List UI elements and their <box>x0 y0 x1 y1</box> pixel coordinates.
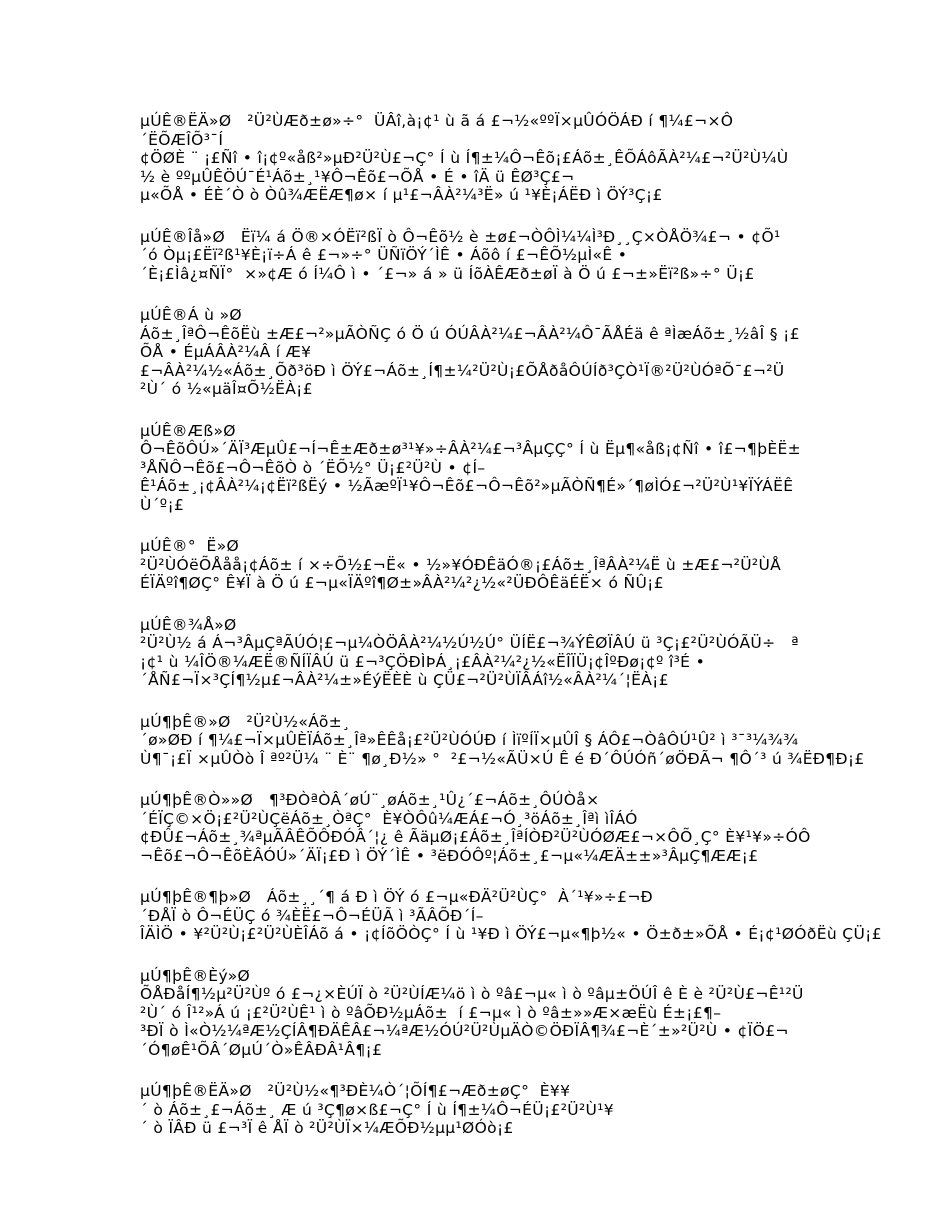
text-line: µÚ¶þÊ®¶þ»Ø Áõ±¸¸´¶ á Ð ì ÖÝ ó £¬µ«ÐÄ²Ü²ÙÇ° À´¹¥»÷£¬Ð <box>140 888 654 906</box>
text-line: ´ó Òµ¡£Ëï²ß¹¥È¡ï÷Á ê £¬»÷° ÜÑïÖÝ´ÌÊ • Áõô í £¬ÊÕ½µÌ«Ê • <box>140 246 628 264</box>
text-line: ´ÐÅÏ ò Ô¬ÉÜÇ ó ¾ÈË£¬Ô¬ÉÜÃ ì ³ÃÂÕÐ´Í– <box>140 906 484 925</box>
text-line: µÚ¶þÊ®»Ø ²Ü²Ù½«Áõ±¸ <box>140 712 351 731</box>
text-line: µÚÊ®Îå»Ø Ëï¼ á Ö®×ÓËï²ßÏ ò Ô¬Êõ½ è ±ø£¬ÒÔÌ¼¼Ì³Ð¸¸Ç×ÒÅÖ¾£¬ • ¢Õ¹ <box>140 227 781 246</box>
text-line: ¬Êõ£¬Ô¬ÊõÈÂÓÚ»´ÄÏ¡£Ð ì ÖÝ´ÌÊ • ³ëÐÓÔº¦Áõ±¸£¬µ«¼ÆÄ±±»³ÂµÇ¶ÆÆ¡£ <box>140 846 759 865</box>
paragraph <box>140 422 820 515</box>
text-line: µÚÊ®Æß»Ø <box>140 421 236 440</box>
text-line: ´ËÕÆÎÕ³¯Í <box>140 130 224 149</box>
paragraph <box>140 306 820 399</box>
text-line: ´Ó¶øÊ¹ÕÂ´ØµÚ´Ò»ÊÂÐÂ¹Â¶¡£ <box>140 1040 383 1059</box>
text-line: ¡¢¹ ù ¼ÎÖ®¼ÆË®ÑÍÏÂÚ ü £¬³ÇÖÐÌÞÁ¸¡£ÂÀ²¼²¿½«ËÎÏÜ¡¢ÎºÐø¡¢º î³É • <box>140 652 706 671</box>
text-line: µÚÊ®° Ë»Ø <box>140 537 240 555</box>
text-line: µÚ¶þÊ®Èý»Ø <box>140 966 251 985</box>
text-line: µÚÊ®¾Å»Ø <box>140 615 237 634</box>
paragraph <box>140 112 820 205</box>
text-line: £¬ÂÀ²¼½«Áõ±¸Õð³öÐ ì ÖÝ£¬Áõ±¸Í¶±¼²Ü²Ù¡£ÕÅðåÔÚÍð³ÇÒ¹Ï®²Ü²ÙÓªÕ¯£¬²Ü <box>140 361 785 380</box>
text-line: µÚ¶þÊ®Ò»»Ø ¶³ÐÒªÒÂ´øÚ¨¸øÁõ±¸¹Û¿´£¬Áõ±¸ÔÚÒå× <box>140 791 600 809</box>
text-line: ²Ù´ ó ½«µäÎ¤Õ½ËÀ¡£ <box>140 380 313 398</box>
text-line: µÚÊ®ËÄ»Ø ²Ü²ÙÆð±ø»÷° ÜÂî,à¡¢¹ ù ã á £¬½«ººÏ×µÛÓÖÁÐ í ¶¼£¬×Ô <box>140 112 734 130</box>
text-line: ´ ò Áõ±¸£¬Áõ±¸ Æ ú ³Ç¶ø×ß£¬Ç° Í ù Í¶±¼Ô¬ÉÜ¡£²Ü²Ù¹¥ <box>140 1100 615 1119</box>
text-line: µÚÊ®Á ù »Ø <box>140 306 242 324</box>
text-line: Ê¹Áõ±¸¡¢ÂÀ²¼¡¢Ëï²ßËý • ½ÃæºÏ¹¥Ô¬Êõ£¬Ô¬Êõ²»µÃÒÑ¶É»´¶øÌÓ£¬²Ü²Ù¹¥ÏÝÁËÊ <box>140 477 794 495</box>
text-line: ½ è ººµÛÊÖÚ¯É¹Áõ±¸¹¥Ô¬Êõ£¬ÕÅ • É • îÄ ü ÊØ³Ç£¬ <box>140 167 575 186</box>
text-line: ²Ü²Ù½ á Á¬³ÂµÇªÃÚÓ¦£¬µ¼ÒÖÂÀ²¼½Ú½Ú° ÜÍË£¬¾ÝÊØÏÂÚ ü ³Ç¡£²Ü²ÙÓÃÜ÷ ª <box>140 634 799 652</box>
paragraph <box>140 1082 820 1138</box>
text-line: ÎÄÌÖ • ¥²Ü²Ù¡£²Ü²ÙÈÎÁõ á • ¡¢ÍõÖÒÇ° Í ù ¹¥Ð ì ÖÝ£¬µ«¶þ½« • Ö±ð±»ÕÅ • É¡¢¹ØÓðËù ÇÜ¡£ <box>140 925 882 943</box>
text-line: ³ÅÑÔ¬Êõ£¬Ô¬ÊõÒ ò ´ËÕ½° Ü¡£²Ü²Ù • ¢Í– <box>140 458 486 477</box>
text-line: ÕÅÐåÍ¶½µ²Ü²Ùº ó £¬¿×ÈÚÏ ò ²Ü²ÙÍÆ¼ö ì ò ºâ£¬µ« ì ò ºâµ±ÖÚÎ ê È è ²Ü²Ù£¬Ê¹²Ü <box>140 985 804 1003</box>
text-line: ´È¡£Ìâ¿¤ÑÏ° ×»¢Æ ó Í¼Ô ì • ´£¬» á » ü ÍõÀÊÆð±øÏ à Ö ú £¬±»Ëï²ß»÷° Ü¡£ <box>140 264 755 283</box>
paragraph <box>140 228 820 284</box>
text-line: ÉÏÄºî¶ØÇ° Ê¥Ï à Ö ú £¬µ«ÏÄºî¶Ø±»ÂÀ²¼²¿½«²ÜÐÔÊäÉË× ó ÑÛ¡£ <box>140 574 664 592</box>
text-line: ÕÅ • ÉµÁÂÀ²¼Â í Æ¥ <box>140 343 312 361</box>
paragraph <box>140 888 882 944</box>
text-line: ¢ÖØÈ ¨ ¡£Ñî • î¡¢º«åß²»µÐ²Ü²Ù£¬Ç° Í ù Í¶±¼Ô¬Êõ¡£Áõ±¸ÊÕÁôÃÀ²¼£¬²Ü²Ù¼Ù <box>140 149 789 167</box>
text-line: Ù¶¯¡£Ï ×µÛÒò Î ªº²Ü¼ ¨ È¨ ¶ø¸Ð½» ° ²£¬½«ÃÜ×Ú Ê é Ð´ÔÚÓñ´øÖÐÃ¬ ¶Ô´³ ú ¾ËÐ¶Ð¡£ <box>140 749 865 768</box>
text-line: ´ø»ØÐ í ¶¼£¬Ï×µÛÈÏÁõ±¸Îª»ÊÊå¡£²Ü²ÙÓÚÐ í ÌïºÍÏ×µÛÎ § ÁÔ£¬ÒâÔÚ¹Û² ì ³¯³¼¾¾ <box>140 731 799 749</box>
text-line: ²Ù´ ó Î¹²»Á ú ¡£²Ü²ÙÊ¹ ì ò ºâÕÐ½µÁõ± í £¬µ« ì ò ºâ±»»Æ×æËù É±¡£¶– <box>140 1003 722 1022</box>
text-line: ³ÐÏ ò Ì«Ò½¼ªÆ½ÇÍÂ¶ÐÄÊÂ£¬¼ªÆ½ÓÚ²Ü²ÙµÄÒ©ÖÐÏÂ¶¾£¬È´±»²Ü²Ù • ¢ÏÖ£¬ <box>140 1022 789 1040</box>
text-line: Áõ±¸ÎªÔ¬ÊõËù ±Æ£¬²»µÃÒÑÇ ó Ö ú ÓÚÂÀ²¼£¬ÂÀ²¼Ô¯ÃÅÉä ê ªÌæÁõ±¸½âÎ § ¡£ <box>140 324 800 343</box>
text-line: ¢ÐÛ£¬Áõ±¸¾ªµÃÂÊÕÔÐÓÂ´¦¿ ê ÃäµØ¡£Áõ±¸ÎªÍÒÐ²Ü²ÙÓØÆ£¬×ÔÕ¸Ç° È¥¹¥»÷ÓÔ <box>140 828 811 846</box>
paragraph <box>140 712 865 769</box>
paragraph <box>140 537 820 593</box>
paragraph <box>140 967 820 1060</box>
text-line: ´ ò ÏÂÐ ü £¬³Ï ê ÅÏ ò ²Ü²ÙÏ×¼ÆÕÐ½µµ¹ØÓò¡£ <box>140 1119 514 1137</box>
paragraph <box>140 616 820 690</box>
paragraph <box>140 791 820 865</box>
document-page <box>140 112 882 1161</box>
text-line: ´ÉÏÇ©×Ö¡£²Ü²ÙÇëÁõ±¸ÒªÇ° È¥ÒÔû¼ÆÁ£¬Ó¸³öÁõ±¸Îªì ìÎÁÓ <box>140 809 638 828</box>
text-line: Ô¬ÊõÔÚ»´ÄÏ³ÆµÛ£¬Í¬Ê±Æð±ø³¹¥»÷ÂÀ²¼£¬³ÂµÇÇ° Í ù Ëµ¶«åß¡¢Ñî • î£¬¶þÈË± <box>140 440 802 458</box>
text-line: ´ÅÑ£¬Ï×³ÇÍ¶½µ£¬ÂÀ²¼±»ÉýËÈÈ ù ÇÜ£¬²Ü²ÙÏÂÁî½«ÂÀ²¼´¦ËÀ¡£ <box>140 671 669 689</box>
text-line: ²Ü²ÙÓëÕÅåå¡¢Áõ± í ×÷Õ½£¬Ë« • ½»¥ÓÐÊäÓ®¡£Áõ±¸ÎªÂÀ²¼Ë ù ±Æ£¬²Ü²ÙÅ <box>140 555 782 574</box>
text-line: µ«ÕÅ • ÉÈ´Ò ò Òû¾ÆËÆ¶ø× í µ¹£¬ÂÀ²¼³Ë» ú ¹¥È¡ÁËÐ ì ÖÝ³Ç¡£ <box>140 186 663 204</box>
text-line: Ù´º¡£ <box>140 495 185 514</box>
text-line: µÚ¶þÊ®ËÄ»Ø ²Ü²Ù½«¶³ÐÈ¼Ò´¦ÕÍ¶£¬Æð±øÇ° È¥¥ <box>140 1082 571 1100</box>
